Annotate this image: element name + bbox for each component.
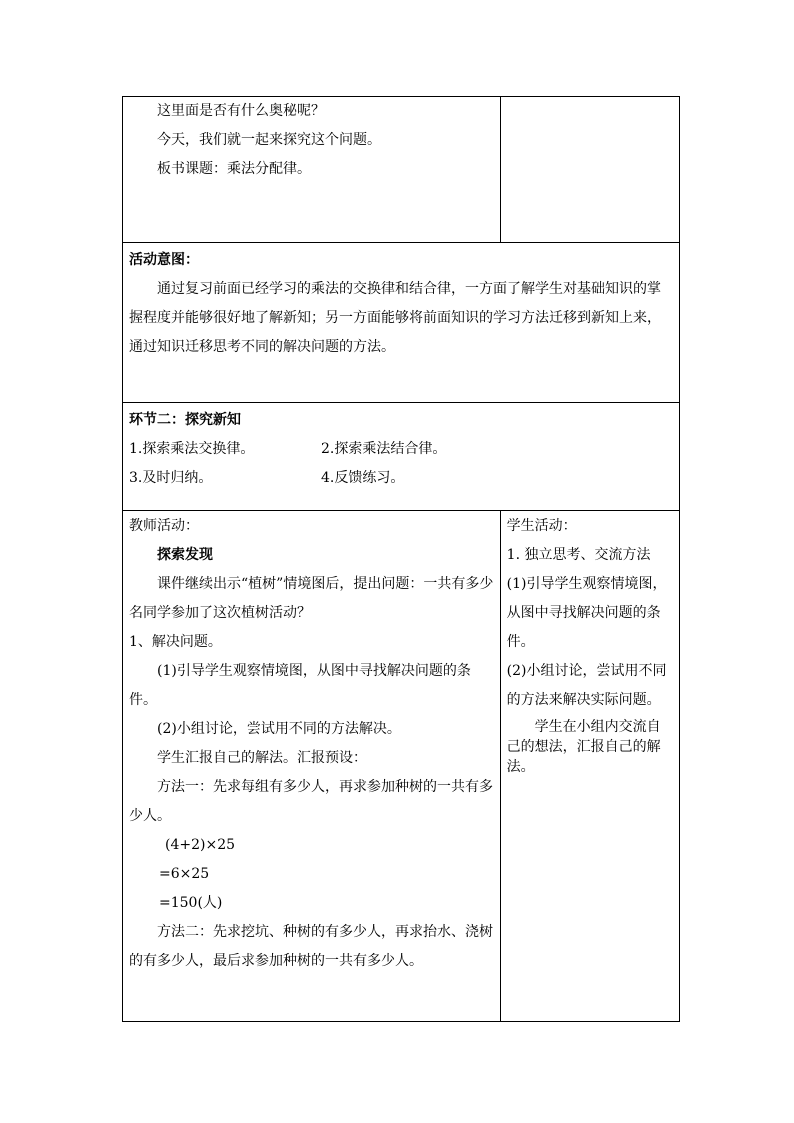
- intro-row: [123, 97, 680, 243]
- student-item-2: (1)引导学生观察情境图，从图中寻找解决问题的条件。: [506, 576, 667, 650]
- teacher-report: 学生汇报自己的解法。汇报预设：: [157, 750, 367, 766]
- teacher-sub-2: (2)小组讨论，尝试用不同的方法解决。: [157, 721, 401, 737]
- student-item-4: 学生在小组内交流自己的想法，汇报自己的解法。: [506, 719, 661, 775]
- stage-item-4: 4.反馈练习。: [321, 470, 405, 486]
- intro-line-2: 今天，我们就一起来探究这个问题。: [157, 132, 381, 148]
- intent-body: 通过复习前面已经学习的乘法的交换律和结合律，一方面了解学生对基础知识的掌握程度并能够很好地了解新知；另一方面能够将前面知识的学习方法迁移到新知上来，通过知识迁移思考不同的解决问题的方法。: [129, 281, 661, 355]
- stage-item-1: 1.探索乘法交换律。: [129, 441, 255, 457]
- intent-title: 活动意图：: [129, 252, 199, 268]
- stage-title: 环节二：探究新知: [129, 412, 241, 428]
- intro-side-cell: [500, 97, 679, 243]
- intent-cell: [123, 243, 680, 403]
- teacher-activity-cell: [123, 511, 501, 1022]
- student-heading: 学生活动：: [506, 518, 577, 534]
- intro-line-1: 这里面是否有什么奥秘呢？: [157, 103, 325, 119]
- formula-line-2: =6×25: [159, 866, 210, 882]
- stage-row: [123, 403, 680, 511]
- stage-items-row-1: [129, 435, 673, 464]
- teacher-paragraph-1: 课件继续出示“植树”情境图后，提出问题：一共有多少名同学参加了这次植树活动？: [129, 576, 494, 621]
- teacher-method-1: 方法一：先求每组有多少人，再求参加种树的一共有多少人。: [129, 779, 493, 824]
- formula-line-1: (4+2)×25: [165, 837, 236, 853]
- lesson-plan-table: [122, 96, 680, 1022]
- teacher-subheading: 探索发现: [157, 547, 213, 563]
- student-item-1: 1. 独立思考、交流方法: [506, 547, 651, 563]
- teacher-method-2: 方法二：先求挖坑、种树的有多少人，再求抬水、浇树的有多少人，最后求参加种树的一共有多少人。: [129, 924, 493, 969]
- formula-line-3: =150(人): [159, 895, 223, 911]
- stage-cell: [123, 403, 680, 511]
- stage-items-row-2: [129, 464, 673, 493]
- intro-line-3: 板书课题：乘法分配律。: [157, 161, 311, 177]
- activities-row: [123, 511, 680, 1022]
- teacher-sub-1: (1)引导学生观察情境图，从图中寻找解决问题的条件。: [129, 663, 471, 708]
- stage-item-2: 2.探索乘法结合律。: [321, 441, 447, 457]
- student-item-3: (2)小组讨论，尝试用不同的方法来解决实际问题。: [506, 663, 667, 708]
- teacher-heading: 教师活动：: [129, 518, 199, 534]
- stage-item-3: 3.及时归纳。: [129, 470, 213, 486]
- intro-cell: [123, 97, 501, 243]
- teacher-step-1: 1、解决问题。: [129, 634, 222, 650]
- student-activity-cell: [500, 511, 679, 1022]
- intent-row: [123, 243, 680, 403]
